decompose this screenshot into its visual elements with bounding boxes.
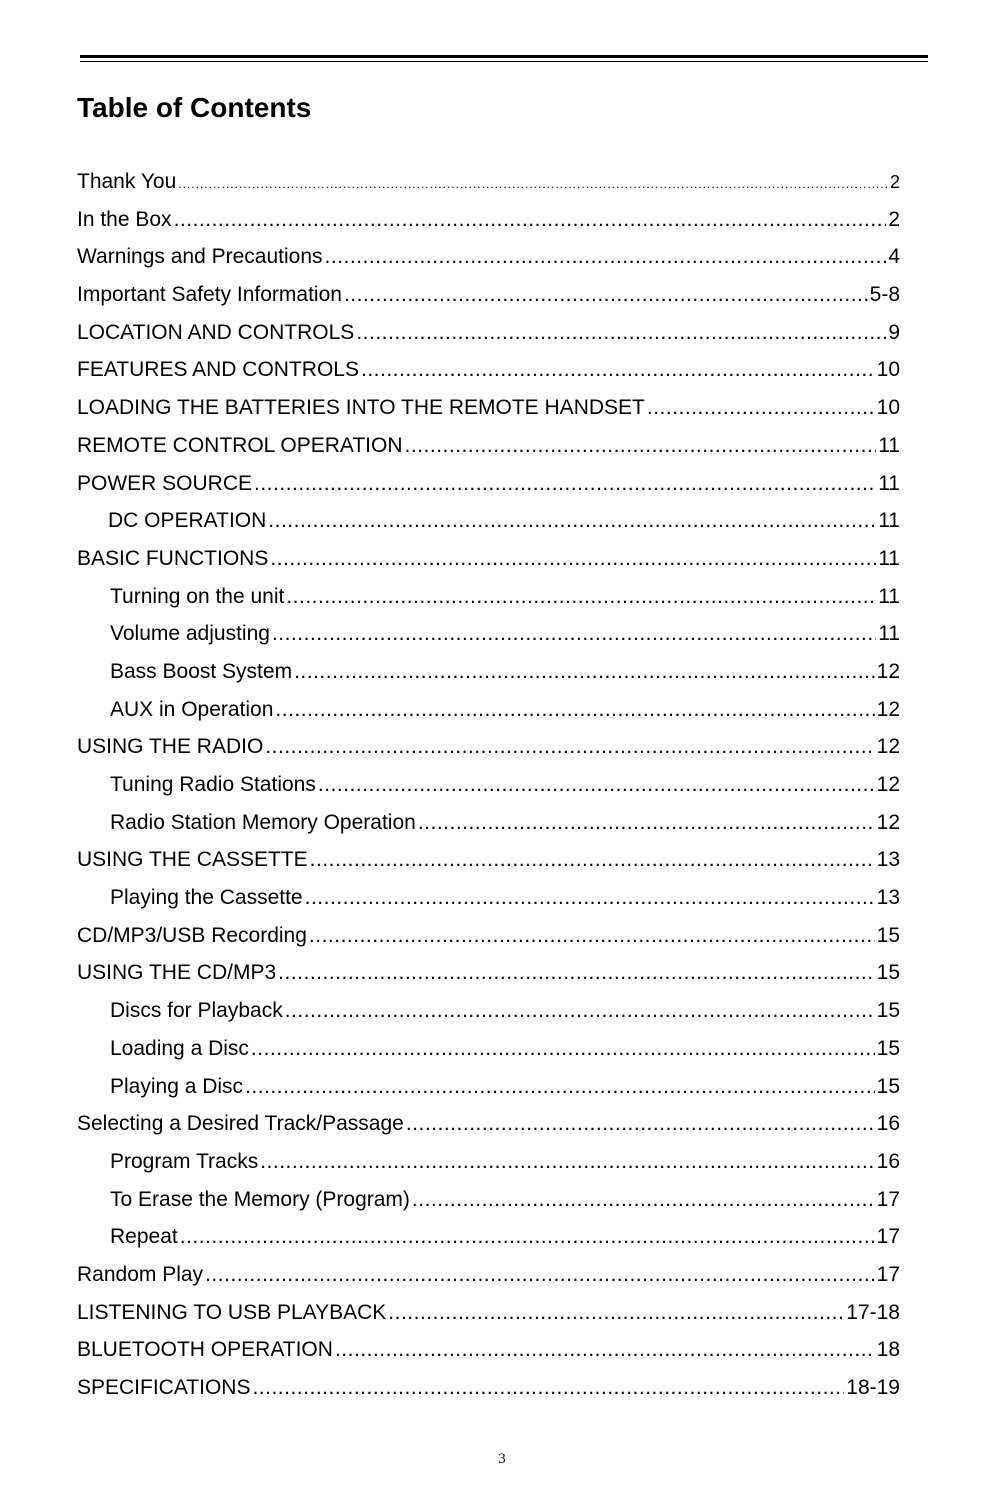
header-rule-thin xyxy=(80,61,928,62)
toc-entry-label: Selecting a Desired Track/Passage xyxy=(77,1112,404,1136)
toc-entry-page: 9 xyxy=(888,320,900,344)
toc-entry[interactable] xyxy=(77,917,900,955)
dot-leader xyxy=(285,992,875,1030)
table-of-contents xyxy=(77,163,900,1407)
toc-entry[interactable] xyxy=(77,1331,900,1369)
dot-leader xyxy=(305,879,875,917)
toc-entry-page: 13 xyxy=(876,848,900,872)
toc-entry[interactable] xyxy=(77,163,900,201)
toc-entry-label: LOCATION AND CONTROLS xyxy=(77,320,355,344)
toc-entry-label: LOADING THE BATTERIES INTO THE REMOTE HANDSET xyxy=(77,396,645,420)
toc-entry-page: 2 xyxy=(888,207,900,231)
toc-entry[interactable] xyxy=(77,954,900,992)
toc-entry-label: USING THE RADIO xyxy=(77,735,264,759)
toc-entry-page: 13 xyxy=(876,886,900,910)
toc-entry-label: Playing a Disc xyxy=(110,1074,244,1098)
toc-entry-label: REMOTE CONTROL OPERATION xyxy=(77,433,403,457)
toc-entry-label: CD/MP3/USB Recording xyxy=(77,923,307,947)
toc-entry-page: 4 xyxy=(888,245,900,269)
toc-entry-label: Loading a Disc xyxy=(110,1036,249,1060)
toc-entry[interactable] xyxy=(77,1369,900,1407)
toc-entry-page: 18-19 xyxy=(846,1376,900,1399)
toc-entry-page: 12 xyxy=(876,697,900,721)
toc-entry-label: Volume adjusting xyxy=(110,622,270,646)
toc-entry-page: 15 xyxy=(876,1036,900,1060)
dot-leader xyxy=(388,1294,844,1332)
toc-entry[interactable] xyxy=(77,1294,900,1332)
dot-leader xyxy=(245,1068,875,1106)
dot-leader xyxy=(275,691,874,729)
toc-entry-label: LISTENING TO USB PLAYBACK xyxy=(77,1300,387,1324)
toc-entry[interactable] xyxy=(77,238,900,276)
toc-entry-page: 15 xyxy=(876,1074,900,1098)
dot-leader xyxy=(325,238,887,276)
toc-entry-label: BASIC FUNCTIONS xyxy=(77,546,269,570)
dot-leader xyxy=(174,201,887,239)
toc-entry[interactable] xyxy=(77,879,900,917)
toc-entry-label: Warnings and Precautions xyxy=(77,245,323,269)
toc-entry[interactable] xyxy=(77,1256,900,1294)
toc-entry[interactable] xyxy=(77,804,900,842)
toc-entry-page: 16 xyxy=(876,1149,900,1173)
toc-entry[interactable] xyxy=(77,691,900,729)
dot-leader xyxy=(252,1369,844,1407)
toc-entry[interactable] xyxy=(77,841,900,879)
toc-entry-page: 12 xyxy=(876,773,900,796)
toc-entry-page: 17 xyxy=(876,1262,900,1286)
toc-entry-label: POWER SOURCE xyxy=(77,471,253,495)
dot-leader xyxy=(254,465,876,503)
dot-leader xyxy=(310,841,875,879)
toc-entry[interactable] xyxy=(77,502,900,540)
toc-entry-label: USING THE CASSETTE xyxy=(77,848,308,872)
toc-entry[interactable] xyxy=(77,1143,900,1181)
page-title: Table of Contents xyxy=(77,92,312,123)
toc-entry-label: In the Box xyxy=(77,207,172,231)
toc-entry[interactable] xyxy=(77,653,900,691)
toc-entry[interactable] xyxy=(77,615,900,653)
dot-leader xyxy=(412,1181,875,1219)
toc-entry-label: Radio Station Memory Operation xyxy=(110,810,416,834)
dot-leader xyxy=(356,314,886,352)
dot-leader xyxy=(251,1030,875,1068)
toc-entry[interactable] xyxy=(77,1030,900,1068)
toc-entry[interactable] xyxy=(77,728,900,766)
toc-entry[interactable] xyxy=(77,314,900,352)
toc-entry-label: Repeat xyxy=(110,1225,178,1249)
toc-entry[interactable] xyxy=(77,351,900,389)
dot-leader xyxy=(180,1218,875,1256)
toc-entry-page: 17 xyxy=(876,1187,900,1211)
toc-entry[interactable] xyxy=(77,276,900,314)
toc-entry-page: 12 xyxy=(876,659,900,683)
toc-entry-page: 11 xyxy=(878,433,900,457)
dot-leader xyxy=(286,578,876,616)
toc-entry[interactable] xyxy=(77,578,900,616)
toc-entry[interactable] xyxy=(77,1105,900,1143)
dot-leader xyxy=(178,163,888,204)
toc-entry[interactable] xyxy=(77,766,900,804)
toc-entry-label: Tuning Radio Stations xyxy=(110,773,316,796)
toc-entry-label: Random Play xyxy=(77,1262,204,1286)
toc-entry-label: FEATURES AND CONTROLS xyxy=(77,358,359,382)
dot-leader xyxy=(270,540,876,578)
toc-entry[interactable] xyxy=(77,992,900,1030)
toc-entry-label: Turning on the unit xyxy=(110,584,285,608)
toc-entry-label: Program Tracks xyxy=(110,1149,259,1173)
toc-entry-label: Discs for Playback xyxy=(110,999,283,1023)
dot-leader xyxy=(294,653,875,691)
toc-entry-label: Thank You xyxy=(77,170,177,193)
toc-entry-label: DC OPERATION xyxy=(108,509,267,533)
toc-entry-page: 11 xyxy=(878,546,900,570)
toc-entry[interactable] xyxy=(77,1218,900,1256)
toc-entry-page: 11 xyxy=(878,622,900,646)
dot-leader xyxy=(309,917,875,955)
dot-leader xyxy=(418,804,875,842)
toc-entry-page: 10 xyxy=(876,396,900,420)
dot-leader xyxy=(205,1256,875,1294)
toc-entry-label: SPECIFICATIONS xyxy=(77,1376,251,1399)
toc-entry[interactable] xyxy=(77,540,900,578)
dot-leader xyxy=(405,427,877,465)
page-number: 3 xyxy=(498,1451,506,1467)
toc-entry-page: 15 xyxy=(876,923,900,947)
dot-leader xyxy=(268,502,876,540)
toc-entry[interactable] xyxy=(77,427,900,465)
toc-entry-page: 18 xyxy=(876,1338,900,1362)
toc-entry-page: 11 xyxy=(878,471,900,495)
toc-entry-page: 5-8 xyxy=(869,283,900,307)
toc-entry-page: 2 xyxy=(889,172,900,192)
toc-entry-page: 17 xyxy=(876,1225,900,1249)
toc-entry-page: 11 xyxy=(878,509,900,533)
dot-leader xyxy=(260,1143,874,1181)
toc-entry-label: USING THE CD/MP3 xyxy=(77,961,277,985)
toc-entry-label: BLUETOOTH OPERATION xyxy=(77,1338,333,1362)
toc-entry-label: Bass Boost System xyxy=(110,659,293,683)
toc-entry-label: To Erase the Memory (Program) xyxy=(110,1187,410,1211)
dot-leader xyxy=(344,276,868,314)
dot-leader xyxy=(272,615,876,653)
toc-entry-label: Important Safety Information xyxy=(77,283,342,307)
toc-entry-page: 17-18 xyxy=(846,1300,900,1324)
toc-entry-label: AUX in Operation xyxy=(110,697,274,721)
toc-entry[interactable] xyxy=(77,1181,900,1219)
header-rule-thick xyxy=(80,55,928,58)
toc-entry[interactable] xyxy=(77,1068,900,1106)
dot-leader xyxy=(318,766,875,804)
toc-entry-page: 12 xyxy=(876,735,900,759)
dot-leader xyxy=(335,1331,875,1369)
toc-entry-label: Playing the Cassette xyxy=(110,886,303,910)
toc-entry-page: 15 xyxy=(876,961,900,985)
toc-entry-page: 15 xyxy=(876,999,900,1023)
dot-leader xyxy=(265,728,874,766)
dot-leader xyxy=(406,1105,875,1143)
dot-leader xyxy=(361,351,875,389)
toc-entry[interactable] xyxy=(77,465,900,503)
toc-entry-page: 12 xyxy=(876,810,900,834)
toc-entry-page: 10 xyxy=(876,358,900,382)
toc-entry-page: 11 xyxy=(878,584,900,608)
dot-leader xyxy=(278,954,874,992)
toc-entry-page: 16 xyxy=(876,1112,900,1136)
dot-leader xyxy=(647,389,875,427)
toc-entry[interactable] xyxy=(77,389,900,427)
toc-entry[interactable] xyxy=(77,201,900,239)
